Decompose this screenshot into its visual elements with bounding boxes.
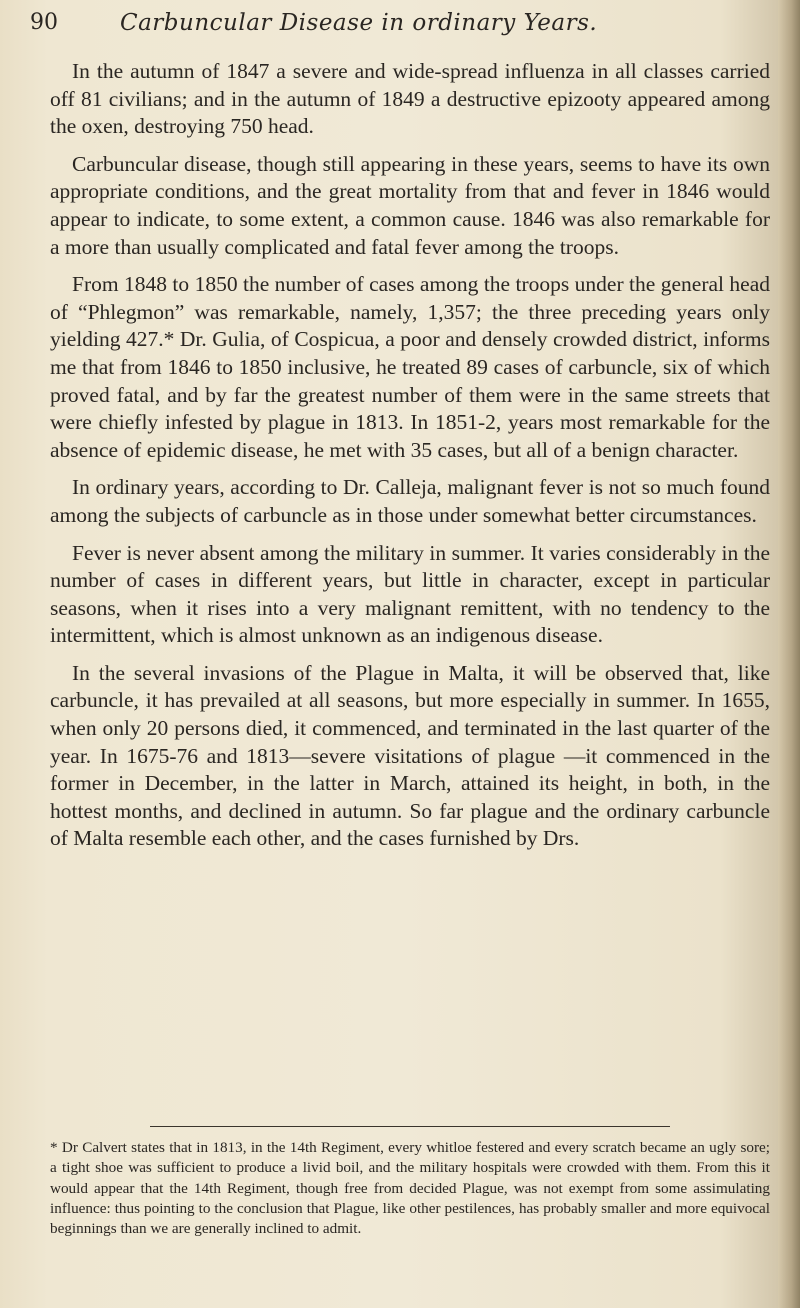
paragraph-text: In the autumn of 1847 a severe and wide-spread influenza in all classes carried off 81 civilians; and in the autumn of 1849 a destructive epizooty appeared among the oxen, destroying 750 head. <box>50 59 770 139</box>
page-edge <box>778 0 800 1308</box>
paragraph-text: In the several invasions of the Plague in Malta, it will be observed that, like carbuncle, it has prevailed at all seasons, but more especially in summer. In 1655, when only 20 persons died, it commenced, and terminated in the last quarter of the year. In 1675-76 and 1813—severe visitations of plague —it commenced in the former in December, in the latter in March, attained its height, in both, in the hottest months, and declined in autumn. So far plague and the ordinary carbuncle of Malta resemble each other, and the cases furnished by Drs. <box>50 660 770 851</box>
running-title: Carbuncular Disease in ordinary Years. <box>120 10 598 36</box>
body-text <box>50 58 770 863</box>
footnote-rule <box>150 1126 670 1127</box>
page-header <box>0 10 800 50</box>
paragraph <box>50 474 770 529</box>
paragraph <box>50 660 770 853</box>
paragraph-text: Fever is never absent among the military in summer. It varies considerably in the number of cases in different years, but little in character, except in particular seasons, when it rises into a very malignant remittent, with no tendency to the intermittent, which is almost unknown as an indigenous disease. <box>50 540 770 648</box>
paragraph-text: Carbuncular disease, though still appearing in these years, seems to have its own appropriate conditions, and the great mortality from that and fever in 1846 would appear to indicate, to some extent, a common cause. 1846 was also remarkable for a more than usually complicated and fatal fever among the troops. <box>50 151 770 259</box>
paragraph <box>50 58 770 141</box>
paragraph <box>50 151 770 261</box>
footnote: * Dr Calvert states that in 1813, in the 14th Regiment, every whitloe festered and every scratch became an ugly sore; a tight shoe was sufficient to produce a livid boil, and the military hospitals were crowded with them. From this it would appear that the 14th Regiment, though free from decided Plague, was not exempt from some assimulating influence: thus pointing to the conclusion that Plague, like other pestilences, has probably smaller and more equivocal beginnings than we are generally inclined to admit. <box>50 1139 770 1238</box>
paragraph <box>50 540 770 650</box>
paragraph-text: In ordinary years, according to Dr. Calleja, malignant fever is not so much found among the subjects of carbuncle as in those under somewhat better circumstances. <box>50 475 770 527</box>
paragraph <box>50 271 770 464</box>
paragraph-text: From 1848 to 1850 the number of cases among the troops under the general head of “Phlegmon” was remarkable, namely, 1,357; the three preceding years only yielding 427.* Dr. Gulia, of Cospicua, a poor and densely crowded district, informs me that from 1846 to 1850 inclusive, he treated 89 cases of carbuncle, six of which proved fatal, and by far the greatest number of them were in the same streets that were chiefly infested by plague in 1813. In 1851-2, years most remarkable for the absence of epidemic disease, he met with 35 cases, but all of a benign character. <box>50 272 770 462</box>
page-number: 90 <box>30 10 58 35</box>
